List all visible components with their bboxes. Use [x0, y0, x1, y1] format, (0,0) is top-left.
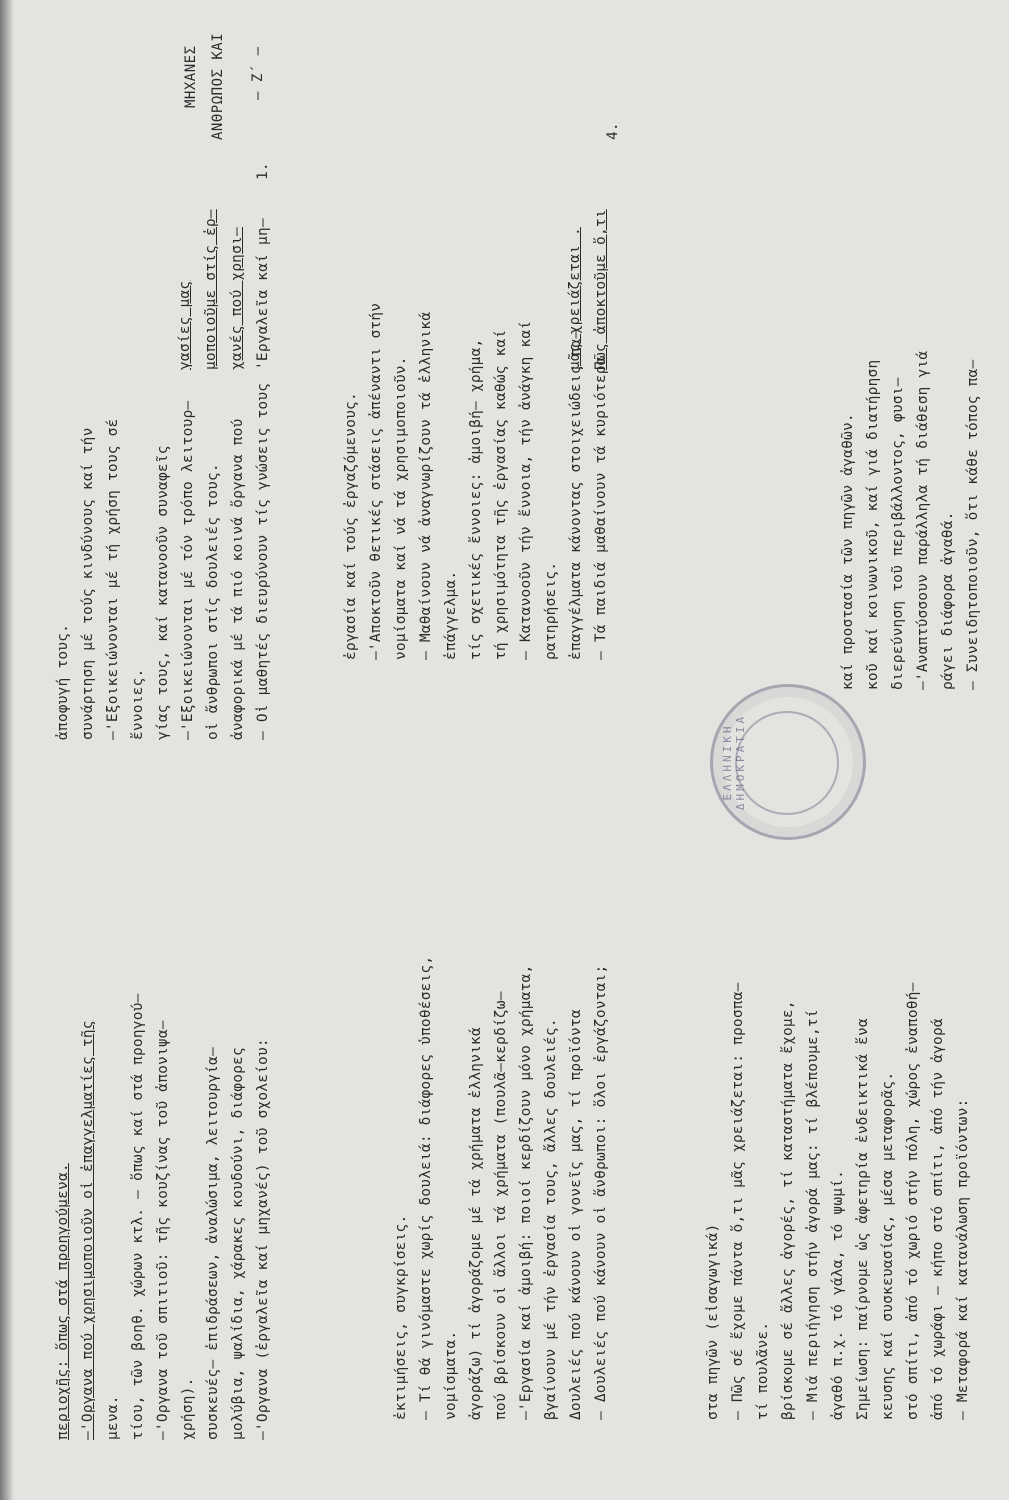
- text-line: ρατηρήσεις.: [543, 561, 559, 660]
- text-line: – Μεταφορά καί κατανάλωση προϊόντων:: [955, 1098, 971, 1420]
- text-line: –'Οργανα τοῦ σπιτιοῦ: τῆς κουζίνας τοῦ ἀπονιψα–: [155, 1020, 171, 1440]
- section-number: – Ζ΄ –: [250, 46, 266, 100]
- text-line: – Οἱ μαθητές διευρύνουν τίς γνώσεις τους: [255, 382, 271, 740]
- text-line: ἐπαγγέλματα κάνοντας στοιχειώδεις πα–: [568, 329, 584, 660]
- text-line: περιοχῆς: ὅπως στά προηγούμενα.: [55, 1163, 71, 1440]
- item4-title-line1: Πῶς ἀποκτοῦμε ὅ,τι: [593, 209, 609, 370]
- text-line: μενα.: [105, 1395, 121, 1440]
- seal-inner-ring: [735, 711, 839, 815]
- text-line: –'Οργανα πού χρησιμοποιοῦν οἱ ἐπαγγελματίες τῆς: [80, 1020, 96, 1440]
- text-line: ἔννοιες.: [130, 668, 146, 740]
- text-line: νομίσματα καί νά τά χρησιμοποιοῦν.: [393, 356, 409, 660]
- item1-title-line2: χανές πού χρησι–: [229, 227, 245, 370]
- text-line: – Μαθαίνουν νά ἀναγνωρίζουν τά ἑλληνικά: [418, 311, 434, 660]
- text-line: ράγει διάφορα ἀγαθά.: [940, 511, 956, 690]
- official-seal: [710, 684, 866, 840]
- text-line: ἐργασία καί τούς ἐργαζόμενους.: [343, 392, 359, 660]
- text-line: – Δουλειές πού κάνουν οἱ ἄνθρωποι: ὅλοι ἐργάζονται;: [593, 964, 609, 1420]
- item1-number: 1.: [255, 162, 271, 180]
- text-line: βρίσκομε σέ ἄλλες ἀγορές, τί καταστήματα ἔχομε,: [780, 1000, 796, 1420]
- item1-title-line1: 'Εργαλεῖα καί μη–: [255, 218, 271, 370]
- text-line: – Κατανοοῦν τήν ἔννοια, τήν ἀνάγκη καί: [518, 320, 534, 660]
- text-line: ἐπάγγελμα.: [443, 570, 459, 660]
- text-line: καί προστασία τῶν πηγῶν ἀγαθῶν.: [840, 413, 856, 690]
- text-line: – Τά παιδιά μαθαίνουν τά κυριότερα: [593, 356, 609, 660]
- text-line: πού βρίσκουν οἱ ἄλλοι τά χρήματα (πουλᾶ–κερδίζω–: [493, 991, 509, 1420]
- text-line: τίς σχετικές ἔννοιες: ἀμοιβή– χρήμα,: [468, 338, 484, 660]
- text-line: νομίσματα.: [443, 1330, 459, 1420]
- text-line: –'Εργασία καί ἀμοιβή: ποιοί κερδίζουν μόνο χρήματα,: [518, 964, 534, 1420]
- text-line: κοῦ καί κοινωνικοῦ, καί γιά διατήρηση: [865, 359, 881, 690]
- text-line: συσκευές– ἐπιδράσεων, ἀναλώσιμα, λειτουργία–: [205, 1047, 221, 1440]
- text-line: –'Οργανα (ἐργαλεῖα καί μηχανές) τοῦ σχολείου:: [255, 1038, 271, 1440]
- text-line: συνάρτηση μέ τούς κινδύνους καί τήν: [80, 427, 96, 740]
- text-line: ἀναφορικά μέ τά πιό κοινά ὄργανα πού: [230, 418, 246, 740]
- text-line: χρήση).: [180, 1377, 196, 1440]
- text-line: –'Εξοικειώνονται μέ τή χρήση τους σέ: [105, 418, 121, 740]
- item1-title-line4: γασίες μας: [177, 280, 193, 370]
- item4-number: 4.: [605, 122, 621, 140]
- text-line: – Μιά περιήγηση στήν ἀγορά μας: τί βλέπουμε,τί: [805, 1009, 821, 1420]
- section-title-line1: ΑΝΘΡΩΠΟΣ ΚΑΙ: [210, 32, 226, 140]
- text-line: τή χρησιμότητα τῆς ἐργασίας καθώς καί: [493, 329, 509, 660]
- text-line: –'Αποκτοῦν θετικές στάσεις ἀπέναντι στήν: [368, 302, 384, 660]
- text-line: Δουλειές πού κάνουν οἱ γονεῖς μας, τί προϊόντα: [568, 1009, 584, 1420]
- text-line: ἐκτιμήσεις, συγκρίσεις.: [393, 1214, 409, 1420]
- text-line: στό σπίτι, ἀπό τό χωριό στήν πόλη, χώρος ἐναποθή–: [905, 982, 921, 1420]
- text-line: τί πουλᾶνε.: [755, 1321, 771, 1420]
- text-line: διερεύνηση τοῦ περιβάλλοντος, φυσι–: [890, 377, 906, 690]
- text-line: – Πῶς σέ ἔχομε πάντα ὅ,τι μᾶς χρειάζεται: προσπα–: [730, 982, 746, 1420]
- text-line: – Τί θά γινόμαστε χωρίς δουλειά: διάφορες ὑποθέσεις,: [418, 955, 434, 1420]
- text-line: οἱ ἄνθρωποι στίς δουλειές τους.: [205, 463, 221, 740]
- text-line: ἀγοράζω) τί ἀγοράζομε μέ τά χρήματα ἑλληνικά: [468, 1027, 484, 1420]
- text-line: στα πηγῶν (εἰσαγωγικά): [705, 1223, 721, 1420]
- text-line: ἀποφυγή τους.: [55, 623, 71, 740]
- text-line: μολύβια, ψαλίδια, χάρακες κουδούνι, διάφορες: [230, 1047, 246, 1440]
- seal-text: ΕΛΛΗΝΙΚΗ ΔΗΜΟΚΡΑΤΙΑ: [721, 713, 747, 811]
- text-line: ἀπό τό χωράφι – κήπο στό σπίτι, ἀπό τήν ἀγορά: [930, 1018, 946, 1420]
- item1-title-line3: μοποιοῦμε στίς ἐρ–: [203, 209, 219, 370]
- text-line: – Συνειδητοποιοῦν, ὅτι κάθε τόπος πα–: [965, 359, 981, 690]
- text-line: Σημείωση: παίρνομε ὡς ἀφετηρία ἐνδεικτικά ἕνα: [855, 1018, 871, 1420]
- text-line: τίου, τῶν βοηθ. χώρων κτλ. – ὅπως καί στά προηγού–: [130, 993, 146, 1440]
- text-line: βγαίνουν μέ τήν ἐργασία τους, ἄλλες δουλειές.: [543, 1018, 559, 1420]
- text-line: κευσης καί συσκευασίας, μέσα μεταφορᾶς.: [880, 1071, 896, 1420]
- text-line: –'Εξοικειώνονται μέ τόν τρόπο λειτουρ–: [180, 400, 196, 740]
- text-line: γίας τους, καί κατανοοῦν συναφεῖς: [155, 445, 171, 740]
- text-line: –'Αναπτύσσουν παράλληλα τή διάθεση γιά: [915, 350, 931, 690]
- item4-title-line2: μᾶς χρειάζεται .: [567, 227, 583, 370]
- text-line: ἀγαθό π.χ. τό γάλα, τό ψωμί.: [830, 1169, 846, 1420]
- section-title-line2: ΜΗΧΑΝΕΣ: [183, 45, 199, 108]
